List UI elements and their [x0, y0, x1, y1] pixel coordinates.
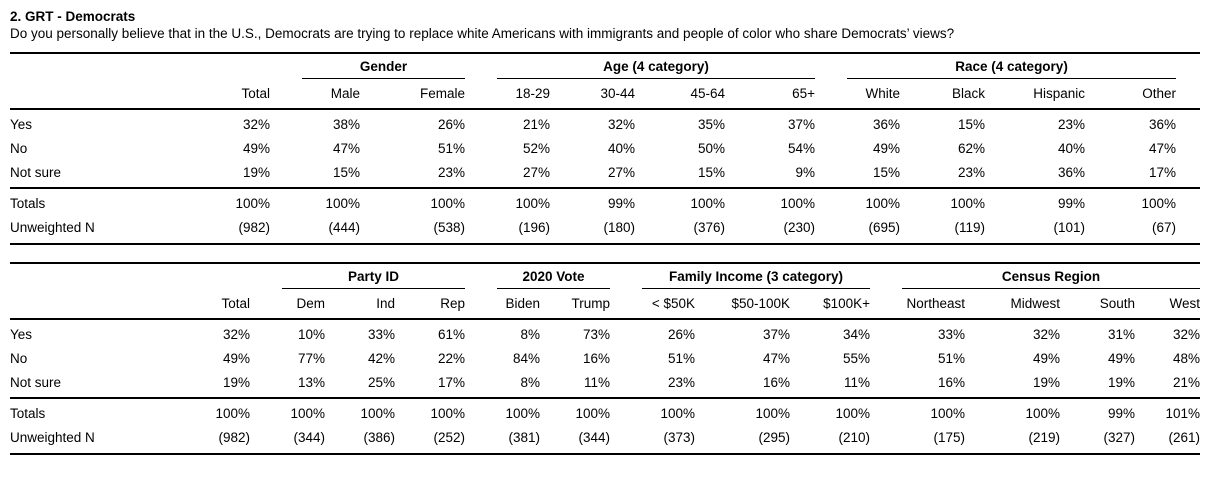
unweighted-n-row: [10, 216, 1200, 245]
cell-value: 23%: [668, 375, 696, 390]
cell-value: 100%: [1085, 188, 1200, 216]
group-header-label: Census Region: [902, 269, 1200, 289]
cell-value: 100%: [870, 398, 965, 426]
column-header-spacer: [10, 289, 175, 319]
cell-value: 100%: [815, 188, 900, 216]
survey-question-text: Do you personally believe that in the U.S., Democrats are trying to replace white Americans with immigrants and people of color who share Democrats’ views?: [10, 26, 955, 41]
group-header-label: Race (4 category): [847, 59, 1176, 79]
cell-value: (196): [518, 220, 551, 235]
group-header-row: [10, 53, 1200, 79]
column-header: 45-64: [635, 79, 725, 109]
row-label: Unweighted N: [10, 220, 95, 235]
cell-value: 15%: [958, 117, 986, 132]
column-header: 30-44: [550, 79, 635, 109]
column-header: Female: [360, 79, 465, 109]
cell-value: 40%: [1058, 141, 1086, 156]
group-header: [610, 263, 870, 289]
cell-value: 100%: [965, 398, 1060, 426]
cell-value: 100%: [610, 398, 695, 426]
crosstab-table-politics: [10, 262, 1200, 455]
row-label: No: [10, 141, 28, 156]
table-row: [10, 137, 1200, 161]
column-header: Dem: [250, 289, 325, 319]
cell-value: 100%: [695, 398, 790, 426]
group-header-spacer: [10, 53, 270, 79]
cell-value: 100%: [175, 398, 250, 426]
group-header-label: Age (4 category): [497, 59, 815, 79]
cell-value: (67): [1152, 220, 1177, 235]
cell-value: 21%: [522, 117, 551, 132]
cell-value: 50%: [697, 141, 726, 156]
cell-value: (210): [838, 430, 871, 445]
cell-value: 61%: [437, 327, 466, 342]
column-header: Northeast: [870, 289, 965, 319]
cell-value: (327): [1103, 430, 1136, 445]
cell-value: 19%: [222, 375, 250, 390]
cell-value: (119): [954, 220, 986, 235]
cell-value: (261): [1168, 430, 1201, 445]
cell-value: 100%: [325, 398, 395, 426]
cell-value: 51%: [668, 351, 696, 366]
cell-value: 9%: [795, 165, 816, 180]
column-header: < $50K: [610, 289, 695, 319]
cell-value: (695): [868, 220, 901, 235]
group-header-label: 2020 Vote: [497, 269, 610, 289]
table-row: [10, 347, 1200, 371]
cell-value: 33%: [938, 327, 966, 342]
cell-value: 49%: [242, 141, 270, 156]
cell-value: 11%: [584, 375, 611, 390]
column-header: Black: [900, 79, 985, 109]
cell-value: 15%: [332, 165, 360, 180]
cell-value: (219): [1028, 430, 1061, 445]
cell-value: (444): [328, 220, 360, 235]
cell-value: 32%: [222, 327, 250, 342]
cell-value: 73%: [583, 327, 611, 342]
cell-value: 49%: [222, 351, 250, 366]
cell-value: 32%: [607, 117, 636, 132]
group-header-label: Gender: [302, 59, 465, 79]
table-row: [10, 319, 1200, 347]
group-header: [465, 53, 815, 79]
cell-value: (373): [663, 430, 696, 445]
cell-value: 62%: [958, 141, 986, 156]
cell-value: 15%: [873, 165, 901, 180]
row-label: No: [10, 351, 28, 366]
cell-value: 19%: [1108, 375, 1136, 390]
cell-value: 100%: [250, 398, 325, 426]
group-header-label: Family Income (3 category): [642, 269, 870, 289]
cell-value: 16%: [583, 351, 611, 366]
cell-value: 17%: [437, 375, 466, 390]
cell-value: 22%: [437, 351, 466, 366]
cell-value: 100%: [790, 398, 870, 426]
column-header: Biden: [465, 289, 540, 319]
group-header-label: Party ID: [282, 269, 465, 289]
column-header: Trump: [540, 289, 610, 319]
group-header: [465, 263, 610, 289]
cell-value: (344): [578, 430, 611, 445]
column-header: Male: [270, 79, 360, 109]
cell-value: 19%: [1033, 375, 1061, 390]
cell-value: (376): [693, 220, 726, 235]
cell-value: 16%: [763, 375, 791, 390]
cell-value: 100%: [725, 188, 815, 216]
cell-value: 47%: [1149, 141, 1177, 156]
cell-value: 99%: [1060, 398, 1135, 426]
cell-value: (538): [433, 220, 466, 235]
cell-value: 101%: [1135, 398, 1200, 426]
cell-value: 17%: [1149, 165, 1177, 180]
row-label: Not sure: [10, 375, 62, 390]
totals-row: [10, 398, 1200, 426]
cell-value: 99%: [550, 188, 635, 216]
cell-value: 42%: [367, 351, 395, 366]
cell-value: 99%: [985, 188, 1085, 216]
cell-value: 32%: [1173, 327, 1201, 342]
column-header: Rep: [395, 289, 465, 319]
cell-value: 13%: [297, 375, 325, 390]
group-header: [250, 263, 465, 289]
row-label: Not sure: [10, 165, 62, 180]
cell-value: 48%: [1173, 351, 1201, 366]
cell-value: 40%: [607, 141, 636, 156]
column-header-row: [10, 289, 1200, 319]
cell-value: 33%: [367, 327, 395, 342]
cell-value: 100%: [395, 398, 465, 426]
cell-value: 55%: [843, 351, 871, 366]
row-label: Yes: [10, 117, 33, 132]
cell-value: (386): [363, 430, 395, 445]
cell-value: 36%: [873, 117, 901, 132]
column-header: White: [815, 79, 900, 109]
cell-value: 34%: [843, 327, 871, 342]
cell-value: 21%: [1173, 375, 1201, 390]
cell-value: 37%: [763, 327, 791, 342]
column-header: $100K+: [790, 289, 870, 319]
cell-value: 8%: [520, 375, 541, 390]
cell-value: 8%: [520, 327, 541, 342]
column-header: West: [1135, 289, 1200, 319]
column-header: Midwest: [965, 289, 1060, 319]
row-label: Yes: [10, 327, 33, 342]
cell-value: 23%: [958, 165, 986, 180]
group-header: [815, 53, 1200, 79]
cell-value: 47%: [332, 141, 360, 156]
cell-value: 49%: [1108, 351, 1136, 366]
unweighted-n-row: [10, 426, 1200, 455]
cell-value: (381): [508, 430, 541, 445]
cell-value: 49%: [1033, 351, 1061, 366]
cell-value: 100%: [540, 398, 610, 426]
cell-value: 27%: [522, 165, 551, 180]
cell-value: 26%: [437, 117, 466, 132]
cell-value: 100%: [360, 188, 465, 216]
cell-value: 23%: [1058, 117, 1086, 132]
column-header-row: [10, 79, 1200, 109]
cell-value: 31%: [1108, 327, 1136, 342]
row-label: Totals: [10, 398, 175, 426]
cell-value: 23%: [437, 165, 466, 180]
cell-value: (982): [218, 430, 250, 445]
cell-value: (295): [758, 430, 791, 445]
column-header: Hispanic: [985, 79, 1085, 109]
crosstab-table-demographics: [10, 52, 1200, 245]
cell-value: 100%: [465, 398, 540, 426]
cell-value: (175): [933, 430, 966, 445]
group-header: [270, 53, 465, 79]
column-header: 18-29: [465, 79, 550, 109]
column-header: Other: [1085, 79, 1200, 109]
cell-value: 26%: [668, 327, 696, 342]
column-header: Ind: [325, 289, 395, 319]
group-header: [870, 263, 1200, 289]
cell-value: 27%: [607, 165, 636, 180]
group-header-row: [10, 263, 1200, 289]
cell-value: 15%: [697, 165, 726, 180]
cell-value: 35%: [697, 117, 726, 132]
column-header: $50-100K: [695, 289, 790, 319]
row-label: Totals: [10, 188, 185, 216]
cell-value: 37%: [788, 117, 816, 132]
cell-value: 19%: [242, 165, 270, 180]
page-title: 2. GRT - Democrats: [10, 9, 136, 24]
cell-value: 100%: [185, 188, 270, 216]
cell-value: (344): [293, 430, 325, 445]
column-header: Total: [185, 79, 270, 109]
cell-value: 38%: [332, 117, 360, 132]
table-row: [10, 161, 1200, 189]
cell-value: 10%: [297, 327, 325, 342]
column-header-spacer: [10, 79, 185, 109]
cell-value: 77%: [297, 351, 325, 366]
table-row: [10, 109, 1200, 137]
table-row: [10, 371, 1200, 399]
cell-value: 52%: [522, 141, 551, 156]
cell-value: 100%: [635, 188, 725, 216]
cell-value: 32%: [242, 117, 270, 132]
totals-row: [10, 188, 1200, 216]
cell-value: (982): [238, 220, 270, 235]
column-header: 65+: [725, 79, 815, 109]
cell-value: 25%: [367, 375, 395, 390]
cell-value: 16%: [938, 375, 966, 390]
cell-value: 36%: [1149, 117, 1177, 132]
cell-value: 11%: [844, 375, 871, 390]
group-header-spacer: [10, 263, 250, 289]
cell-value: 51%: [437, 141, 466, 156]
cell-value: 100%: [465, 188, 550, 216]
cell-value: 49%: [873, 141, 901, 156]
cell-value: (230): [783, 220, 816, 235]
cell-value: 54%: [788, 141, 816, 156]
column-header: South: [1060, 289, 1135, 319]
column-header: Total: [175, 289, 250, 319]
cell-value: 51%: [938, 351, 966, 366]
cell-value: 84%: [512, 351, 541, 366]
cell-value: 47%: [763, 351, 791, 366]
cell-value: 100%: [270, 188, 360, 216]
cell-value: (180): [603, 220, 636, 235]
cell-value: 100%: [900, 188, 985, 216]
cell-value: 32%: [1033, 327, 1061, 342]
cell-value: (101): [1053, 220, 1086, 235]
cell-value: 36%: [1058, 165, 1086, 180]
cell-value: (252): [433, 430, 466, 445]
row-label: Unweighted N: [10, 430, 95, 445]
